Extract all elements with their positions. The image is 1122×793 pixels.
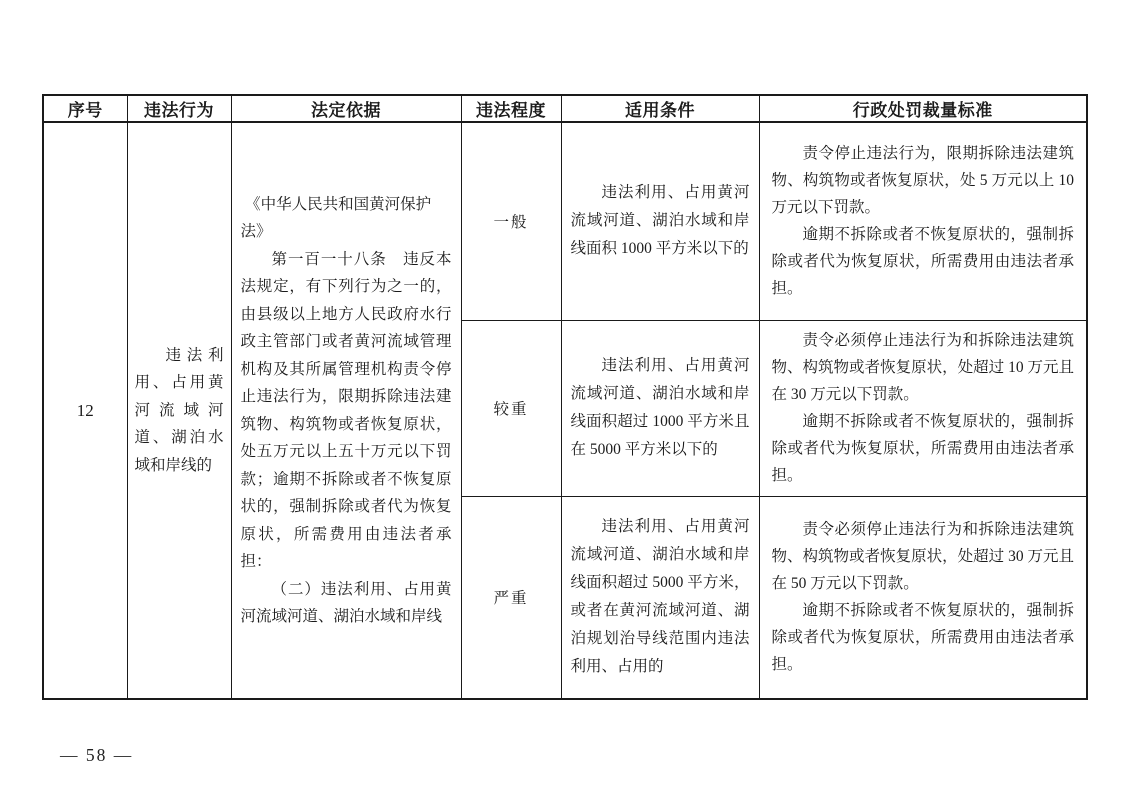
- cell-degree-heavier: 较重: [461, 320, 561, 496]
- header-violation-degree: 违法程度: [461, 95, 561, 122]
- cell-penalty-severe: [759, 496, 1087, 699]
- legal-basis-law-title: 《中华人民共和国黄河保护法》: [240, 195, 432, 240]
- header-penalty-standard: 行政处罚裁量标准: [759, 95, 1087, 122]
- cell-degree-general: 一般: [461, 122, 561, 320]
- table-header-row: [43, 95, 1087, 122]
- condition-text: 违法利用、占用黄河流域河道、湖泊水域和岸线面积 1000 平方米以下的: [570, 184, 750, 258]
- condition-text: 违法利用、占用黄河流域河道、湖泊水域和岸线面积超过 1000 平方米且在 5000 平方米以下的: [570, 357, 750, 458]
- header-legal-basis: 法定依据: [231, 95, 461, 122]
- cell-condition-severe: [561, 496, 759, 699]
- page-number: — 58 —: [60, 745, 134, 765]
- legal-basis-article-text: 第一百一十八条 违反本法规定，有下列行为之一的，由县级以上地方人民政府水行政主管部门或者黄河流域管理机构及其所属管理机构责令停止违法行为，限期拆除违法建筑物、构筑物或者恢复原状，处五万元以上五十万元以下罚款；逾期不拆除或者不恢复原状的，强制拆除或者代为恢复原状，所需费用由违法者承担：: [240, 250, 452, 570]
- penalty-paragraph: 逾期不拆除或者不恢复原状的，强制拆除或者代为恢复原状，所需费用由违法者承担。: [771, 226, 1074, 298]
- header-applicable-conditions: 适用条件: [561, 95, 759, 122]
- condition-text: 违法利用、占用黄河流域河道、湖泊水域和岸线面积超过 5000 平方米，或者在黄河流域河道、湖泊规划治导线范围内违法利用、占用的: [570, 518, 750, 676]
- cell-penalty-general: [759, 122, 1087, 320]
- header-serial-number: 序号: [43, 95, 127, 122]
- penalty-paragraph: 责令停止违法行为，限期拆除违法建筑物、构筑物或者恢复原状，处 5 万元以上 10 万元以下罚款。: [771, 145, 1074, 217]
- cell-legal-basis: [231, 122, 461, 699]
- penalty-paragraph: 逾期不拆除或者不恢复原状的，强制拆除或者代为恢复原状，所需费用由违法者承担。: [771, 602, 1074, 674]
- cell-condition-heavier: [561, 320, 759, 496]
- penalty-paragraph: 逾期不拆除或者不恢复原状的，强制拆除或者代为恢复原状，所需费用由违法者承担。: [771, 413, 1074, 484]
- penalty-paragraph: 责令必须停止违法行为和拆除违法建筑物、构筑物或者恢复原状，处超过 10 万元且在 30 万元以下罚款。: [771, 332, 1074, 403]
- cell-penalty-heavier: [759, 320, 1087, 496]
- cell-degree-severe: 严重: [461, 496, 561, 699]
- legal-basis-item-text: （二）违法利用、占用黄河流域河道、湖泊水域和岸线: [240, 580, 452, 625]
- cell-condition-general: [561, 122, 759, 320]
- table-row-general: [43, 122, 1087, 320]
- cell-illegal-behavior: [127, 122, 231, 699]
- header-illegal-behavior: 违法行为: [127, 95, 231, 122]
- cell-serial-number: 12: [43, 122, 127, 699]
- penalty-standards-table: [42, 94, 1088, 700]
- penalty-paragraph: 责令必须停止违法行为和拆除违法建筑物、构筑物或者恢复原状，处超过 30 万元且在 50 万元以下罚款。: [771, 521, 1074, 593]
- illegal-behavior-text: 违法利用、占用黄河流域河道、湖泊水域和岸线的: [134, 346, 224, 474]
